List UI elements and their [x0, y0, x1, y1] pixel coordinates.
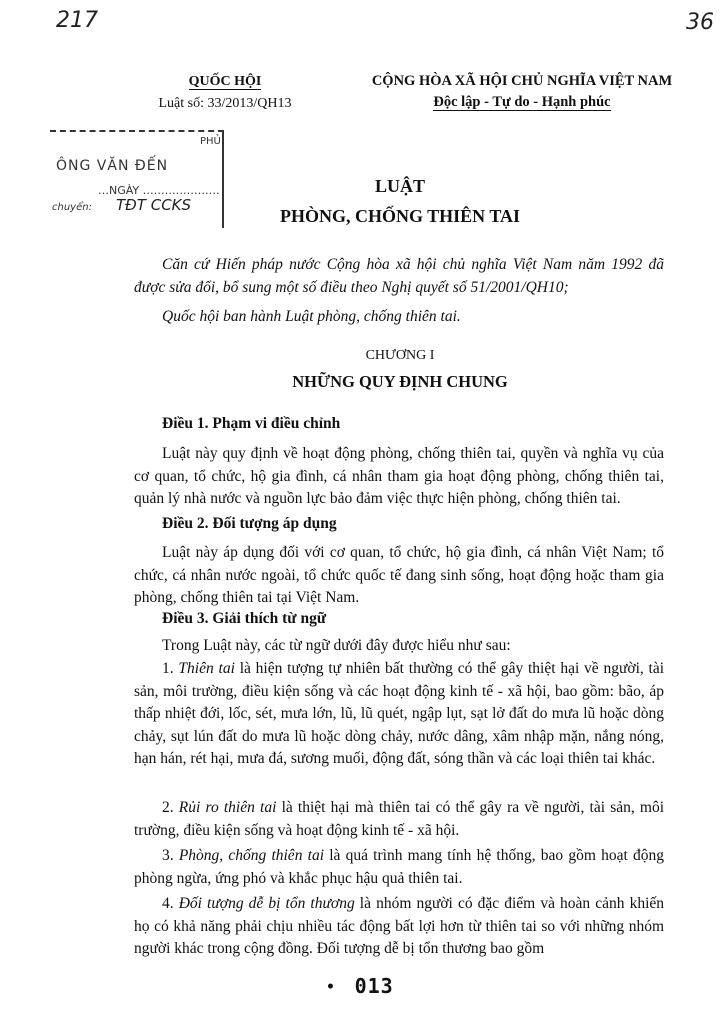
document-subtitle: PHÒNG, CHỐNG THIÊN TAI: [279, 206, 521, 226]
law-number: Luật số: 33/2013/QH13: [158, 96, 292, 111]
article-1-title: Điều 1. Phạm vi điều chỉnh: [162, 415, 341, 432]
country-name: CỘNG HÒA XÃ HỘI CHỦ NGHĨA VIỆT NAM: [371, 73, 673, 89]
definition-4: 4. Đối tượng dễ bị tổn thương là nhóm người có đặc điểm và hoàn cảnh khiến họ có khả năng phải chịu nhiều tác động bất lợi hơn từ thiên tai so với những nhóm người khác trong cộng đồng. Đối tượng dễ bị tổn thương bao gồm: [134, 895, 665, 957]
chapter-title: NHỮNG QUY ĐỊNH CHUNG: [292, 372, 508, 391]
definition-3: 3. Phòng, chống thiên tai là quá trình mang tính hệ thống, bao gồm hoạt động phòng ngừa, ứng phó và khắc phục hậu quả thiên tai.: [134, 847, 665, 887]
definition-2: 2. Rủi ro thiên tai là thiệt hại mà thiên tai có thể gây ra về người, tài sản, môi trường, điều kiện sống và hoạt động kinh tế - xã hội.: [134, 799, 665, 839]
handwritten-note-top-left: 217: [56, 8, 98, 33]
article-1-text: Luật này quy định về hoạt động phòng, chống thiên tai, quyền và nghĩa vụ của cơ quan, tổ chức, hộ gia đình, cá nhân tham gia hoạt động phòng, chống thiên tai, quản lý nhà nước và nguồn lực bảo đảm việc thực hiện phòng, chống thiên tai.: [134, 445, 664, 507]
article-2-title: Điều 2. Đối tượng áp dụng: [162, 515, 337, 532]
article-3-intro: Trong Luật này, các từ ngữ dưới đây được hiểu như sau:: [162, 637, 511, 654]
document-title: LUẬT: [374, 176, 425, 196]
issuing-body: QUỐC HỘI: [188, 74, 262, 89]
definition-1-term: Thiên tai: [178, 660, 235, 677]
article-2-text: Luật này áp dụng đối với cơ quan, tổ chức, hộ gia đình, cá nhân Việt Nam; tổ chức, cá nhân nước ngoài, tổ chức quốc tế đang sinh sống, hoạt động hoặc tham gia phòng, chống thiên tai tại Việt Nam.: [134, 544, 664, 606]
definition-4-term: Đối tượng dễ bị tổn thương: [178, 895, 355, 912]
handwritten-page-number-top-right: 36: [686, 10, 714, 35]
stamp-handwriting: TĐT CCKS: [116, 196, 192, 214]
definition-2-term: Rủi ro thiên tai: [178, 799, 277, 816]
chapter-label: CHƯƠNG I: [365, 348, 435, 363]
preamble-basis: Căn cứ Hiến pháp nước Cộng hòa xã hội chủ nghĩa Việt Nam năm 1992 đã được sửa đổi, bổ sung một số điều theo Nghị quyết số 51/2001/QH10;: [134, 256, 664, 296]
preamble-enactment: Quốc hội ban hành Luật phòng, chống thiên tai.: [162, 308, 461, 325]
definition-1: 1. Thiên tai là hiện tượng tự nhiên bất thường có thể gây thiệt hại về người, tài sản, môi trường, điều kiện sống và các hoạt động kinh tế - xã hội, bao gồm: bão, áp thấp nhiệt đới, lốc, sét, mưa lớn, lũ, lũ quét, ngập lụt, sạt lở đất do mưa lũ hoặc dòng chảy, sụt lún đất do mưa lũ hoặc dòng chảy, nước dâng, xâm nhập mặn, nắng nóng, hạn hán, rét hại, mưa đá, sương muối, động đất, sóng thần và các loại thiên tai khác.: [134, 660, 665, 767]
article-3-title: Điều 3. Giải thích từ ngữ: [162, 610, 327, 627]
national-motto: Độc lập - Tự do - Hạnh phúc: [433, 94, 611, 110]
page-number-stamp: • 013: [326, 974, 394, 998]
definition-3-term: Phòng, chống thiên tai: [178, 847, 324, 864]
incoming-document-stamp: PHỦ ÔNG VĂN ĐẾN …NGÀY ………………… chuyển: TĐT CCKS: [50, 130, 224, 228]
